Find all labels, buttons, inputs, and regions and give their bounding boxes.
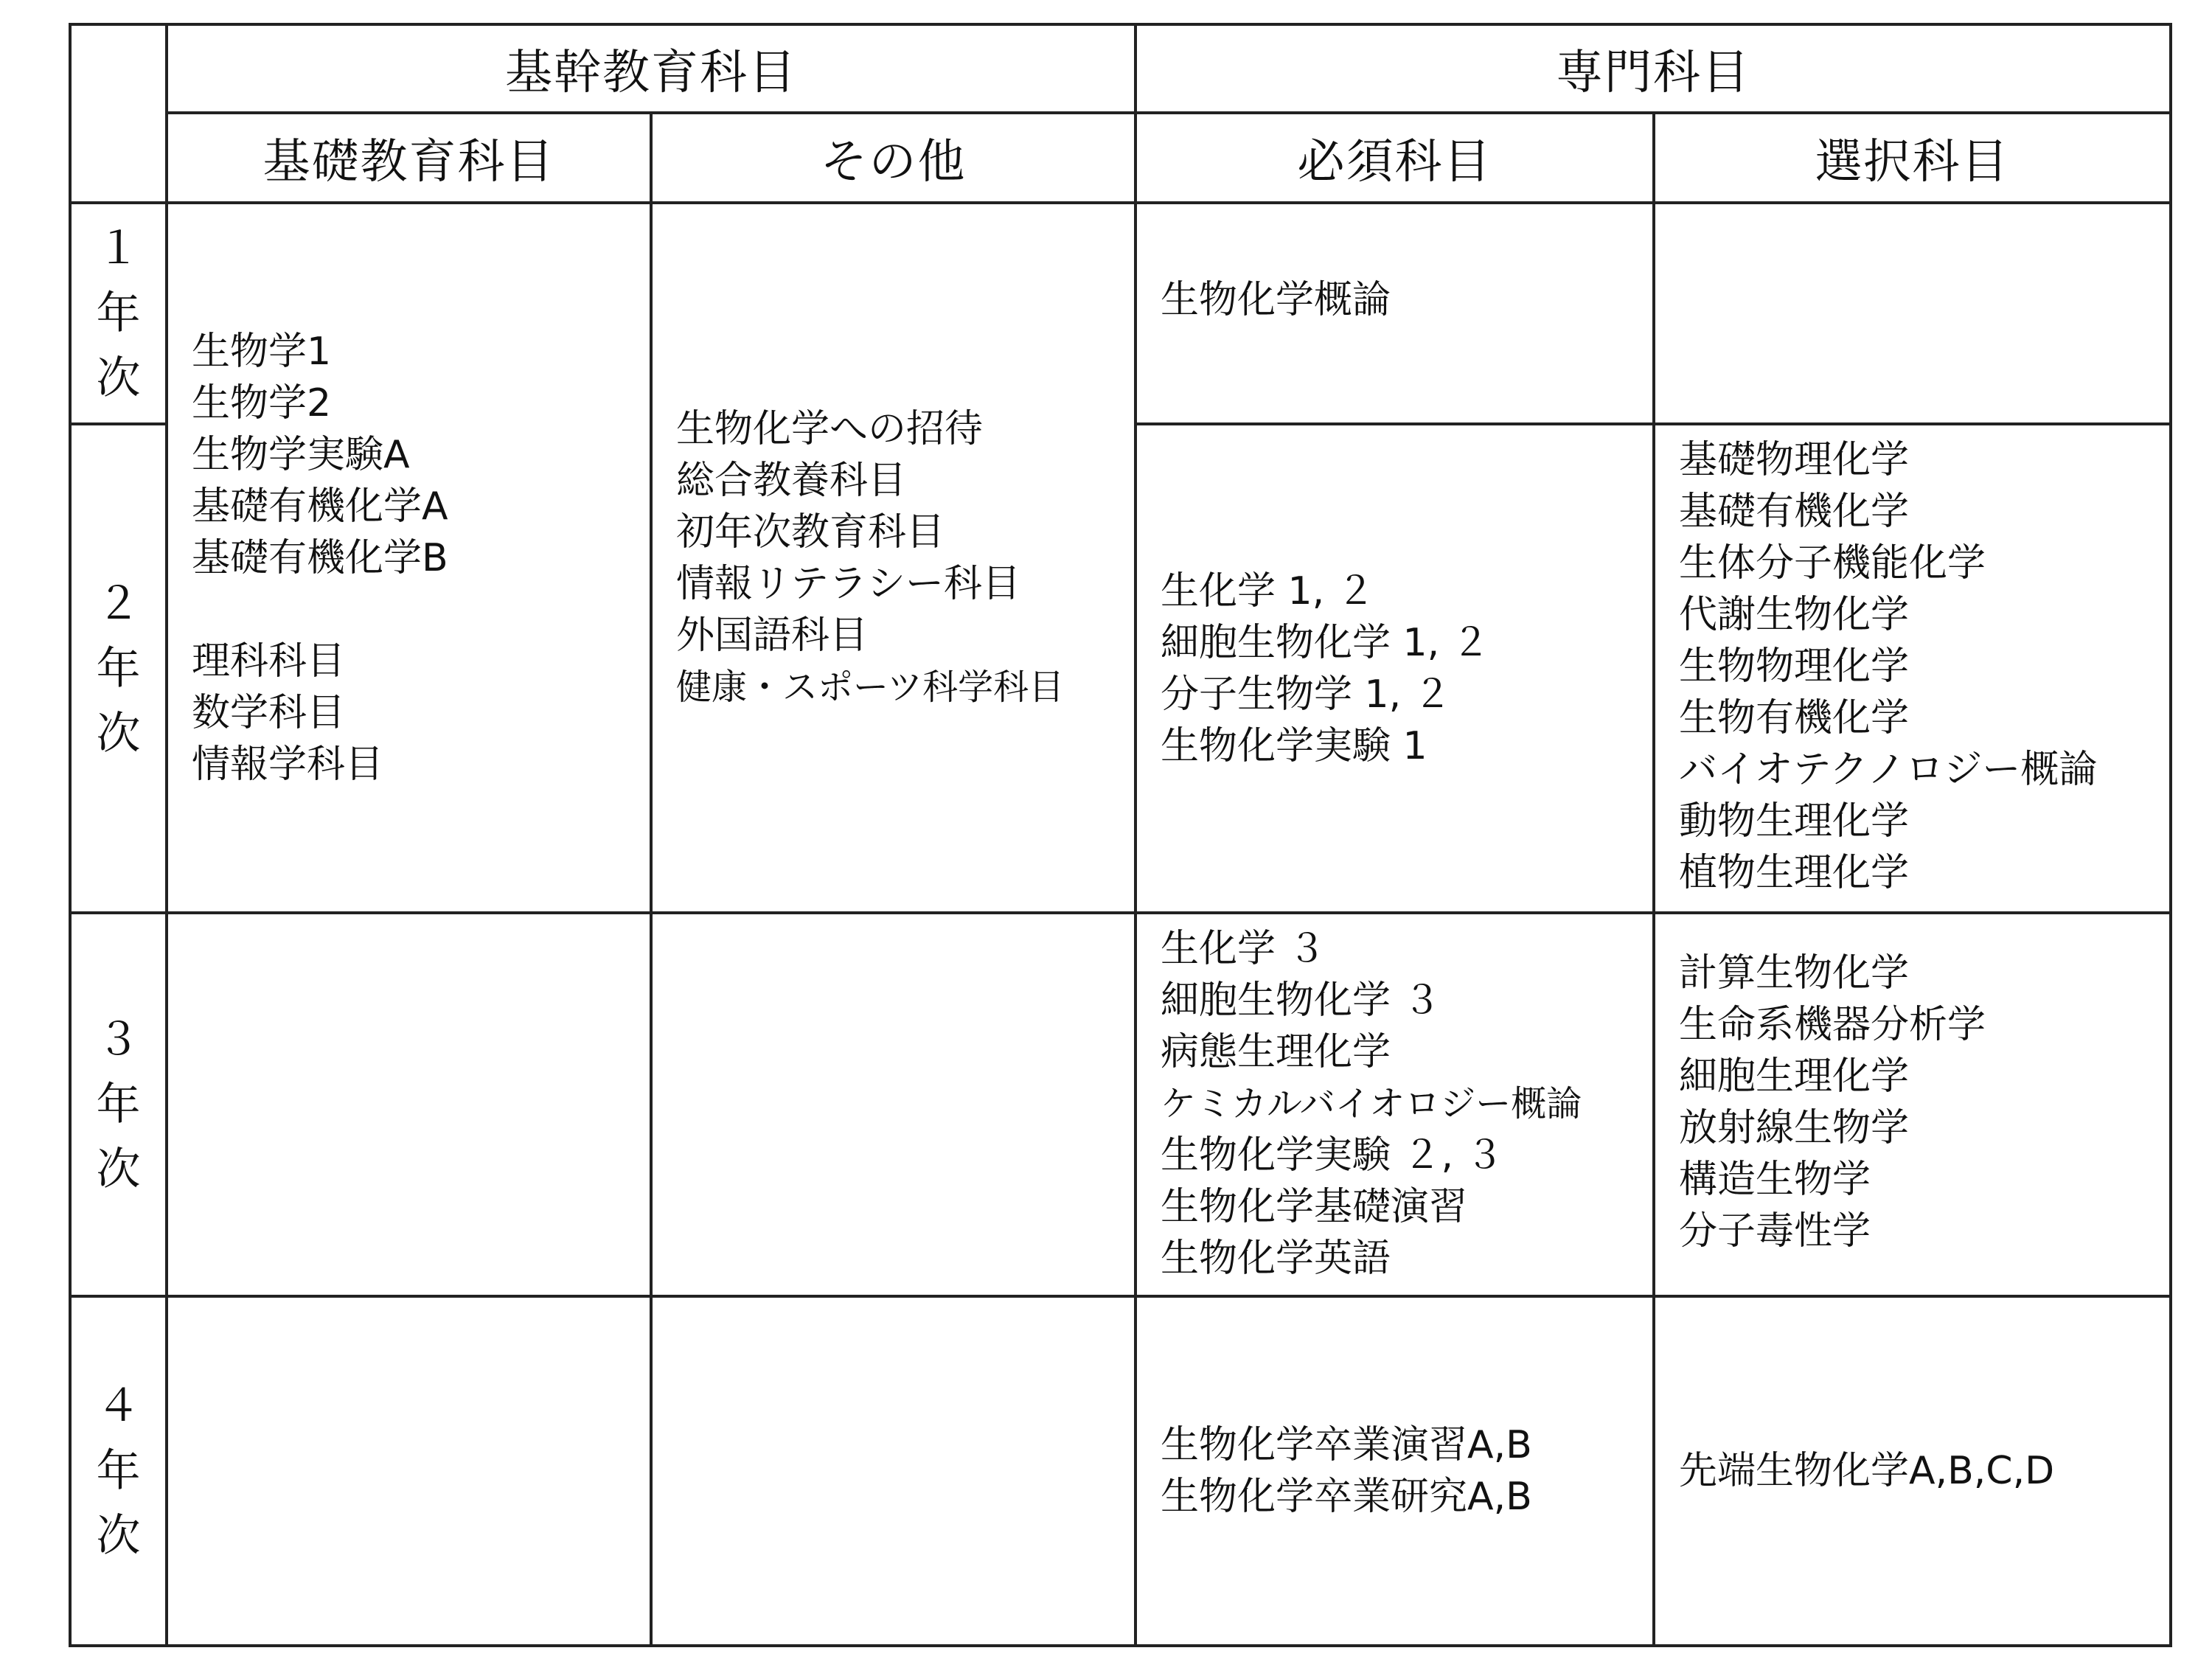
list-item: 構造生物学	[1679, 1158, 1871, 1202]
list-item: 基礎有機化学A	[192, 484, 448, 529]
list-item: 情報リテラシー科目	[676, 561, 1020, 606]
list-item: 生物化学概論	[1161, 278, 1391, 322]
list-item: 基礎物理化学	[1679, 438, 1910, 482]
list-item: 細胞生物化学 1, ２	[1161, 620, 1490, 665]
list-item: 生物化学への招待	[676, 406, 984, 451]
list-item: 生物化学卒業研究A,B	[1161, 1475, 1532, 1519]
list-item: 生物化学英語	[1161, 1237, 1391, 1281]
year-label-2: ２ 年 次	[70, 424, 167, 913]
other-cell	[651, 203, 1135, 913]
list-item: 生物学実験A	[192, 432, 410, 477]
list-item: 細胞生理化学	[1679, 1054, 1910, 1099]
list-item: 生体分子機能化学	[1679, 541, 1986, 585]
list-item: 生物物理化学	[1679, 644, 1910, 689]
header-row-subjects	[70, 113, 2171, 203]
list-item: 分子毒性学	[1679, 1209, 1871, 1253]
list-item: 生命系機器分析学	[1679, 1003, 1986, 1047]
basic-education-year-3	[167, 913, 651, 1296]
list-item: 動物生理化学	[1679, 799, 1910, 844]
elective-year-1	[1654, 203, 2171, 424]
list-item: 基礎有機化学B	[192, 535, 448, 580]
list-item: 生物化学卒業演習A,B	[1161, 1423, 1532, 1467]
other-year-4	[651, 1296, 1135, 1646]
list-item: 先端生物化学A,B,C,D	[1679, 1449, 2055, 1493]
list-item: 生物有機化学	[1679, 696, 1910, 740]
list-item: 理科科目	[192, 639, 346, 684]
corner-cell	[70, 24, 167, 203]
required-year-1	[1135, 203, 1654, 424]
list-item: 病態生理化学	[1161, 1030, 1391, 1074]
list-item: 生物化学基礎演習	[1161, 1185, 1468, 1229]
elective-year-4	[1654, 1296, 2171, 1646]
list-item: 情報学科目	[192, 742, 384, 787]
header-other: その他	[651, 113, 1135, 203]
elective-year-2	[1654, 424, 2171, 913]
row-year-3	[70, 913, 2171, 1296]
list-item: 植物生理化学	[1679, 851, 1910, 895]
list-item: 代謝生物化学	[1679, 593, 1910, 637]
list-item: 生化学 1, ２	[1161, 568, 1375, 613]
list-item: 生物学2	[192, 380, 332, 425]
year-label-4: ４ 年 次	[70, 1296, 167, 1646]
header-specialized: 専門科目	[1135, 24, 2171, 113]
list-item: 外国語科目	[676, 613, 869, 658]
basic-education-cell	[167, 203, 651, 913]
list-item: ケミカルバイオロジー概論	[1161, 1083, 1582, 1124]
header-basic-education: 基礎教育科目	[167, 113, 651, 203]
list-item: 健康・スポーツ科学科目	[676, 666, 1065, 708]
list-item: 生物学1	[192, 329, 332, 374]
required-year-3	[1135, 913, 1654, 1296]
row-year-4	[70, 1296, 2171, 1646]
list-item: 生物化学実験 1	[1161, 723, 1427, 768]
elective-year-3	[1654, 913, 2171, 1296]
required-year-2	[1135, 424, 1654, 913]
curriculum-table	[69, 23, 2172, 1647]
list-item: 初年次教育科目	[676, 509, 945, 554]
list-item: 数学科目	[192, 690, 346, 735]
header-required: 必須科目	[1135, 113, 1654, 203]
header-core-education: 基幹教育科目	[167, 24, 1135, 113]
header-row-groups	[70, 24, 2171, 113]
list-item: 基礎有機化学	[1679, 490, 1910, 534]
list-item: 放射線生物学	[1679, 1106, 1910, 1150]
required-year-4	[1135, 1296, 1654, 1646]
year-label-3: ３ 年 次	[70, 913, 167, 1296]
year-label-1: １ 年 次	[70, 203, 167, 424]
list-item: 計算生物化学	[1679, 951, 1910, 995]
list-item: 分子生物学 1, ２	[1161, 672, 1452, 717]
list-item: 生化学 ３	[1161, 927, 1326, 971]
list-item: 総合教養科目	[676, 458, 907, 503]
header-elective: 選択科目	[1654, 113, 2171, 203]
row-year-1	[70, 203, 2171, 424]
list-item: バイオテクノロジー概論	[1679, 748, 2098, 792]
list-item: 細胞生物化学 ３	[1161, 978, 1441, 1023]
list-item: 生物化学実験 ２, ３	[1161, 1133, 1504, 1178]
basic-education-year-4	[167, 1296, 651, 1646]
other-year-3	[651, 913, 1135, 1296]
